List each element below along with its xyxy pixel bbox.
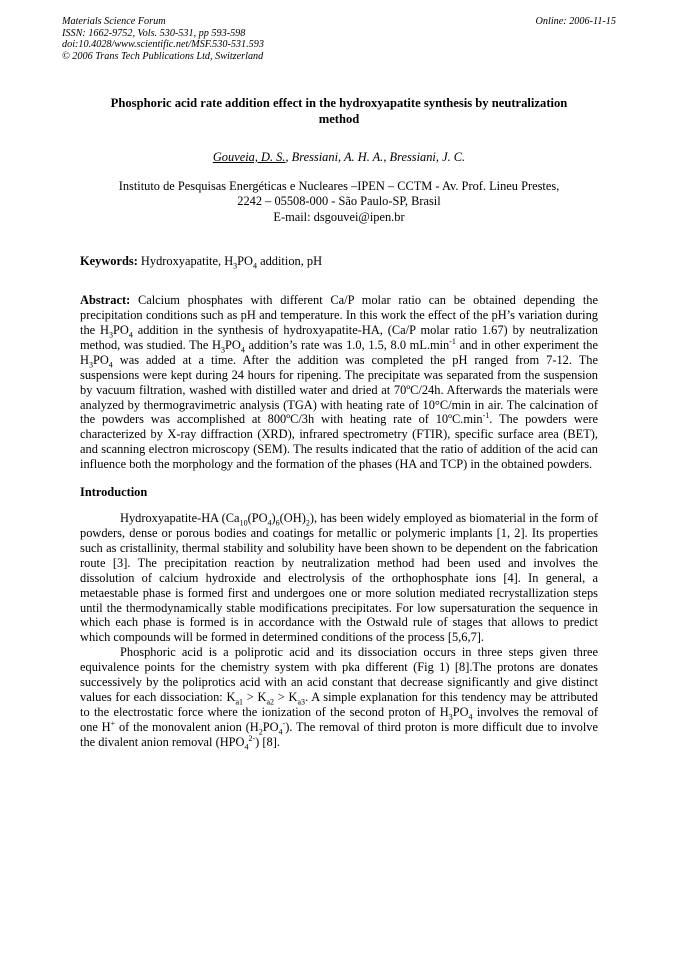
subscript: 4	[278, 727, 283, 737]
paragraph-text: PO	[262, 719, 279, 734]
abstract-text: . The powders were characterized by X-ray diffraction (XRD), infrared spectrometry (FTIR), specific surface area (BET), and scanning electron microscopy (SEM). The results indicated that the ratio of addition of the acid can influence both the morphology and the formation of the phases (HA and TCP) in the obtained powders.	[80, 412, 598, 472]
subscript: 3	[109, 330, 113, 340]
subscript: 6	[275, 518, 280, 528]
paragraph-text: ), has been widely employed as biomaterial in the form of powders, dense or porous bodies and coatings for metallic or polymeric implants [1, 2]. Its properties such as cristallinity, thermal stability and solubility have been shown to be dependent on the fabrication route [3]. The precipitation reaction by neutralization method had been used and involves the dissolution of calcium hydroxide and electrolysis of the orthophosphate ions [4]. In general, a metaestable phase is formed first and undergoes one or more solution mediated recrystallization steps until the thermodynamically stable modifications precipitates. For low supersaturation the sequence in which each phase is formed is in accordance with the Ostwald rule of stages that allows to predict which compounds will be formed in determined conditions of the process [5,6,7].	[80, 511, 598, 645]
keywords-text: Hydroxyapatite, H	[137, 254, 234, 269]
abstract-text: PO	[92, 352, 109, 367]
paragraph-text: . A simple explanation for this tendency may be attributed to the electrostatic force where the ionization of the second proton of H	[80, 689, 599, 719]
copyright-line: © 2006 Trans Tech Publications Ltd, Switzerland	[62, 50, 264, 62]
author-email: E-mail: dsgouvei@ipen.br	[273, 209, 405, 224]
subscript: a3	[297, 697, 306, 707]
subscript: 2	[258, 727, 263, 737]
paragraph-text: )	[271, 511, 276, 526]
subscript: 4	[468, 712, 473, 722]
doi-line: doi:10.4028/www.scientific.net/MSF.530-531.593	[62, 39, 264, 51]
first-author: Gouveia, D. S.	[212, 150, 286, 164]
other-authors: , Bressiani, A. H. A., Bressiani, J. C.	[285, 150, 466, 164]
abstract-label: Abstract:	[80, 293, 131, 308]
subscript: a2	[266, 697, 275, 707]
abstract-text: PO	[113, 323, 129, 338]
subscript: 4	[253, 261, 257, 271]
superscript: 2-	[248, 733, 256, 743]
affiliation	[80, 179, 598, 225]
paragraph-text: Hydroxyapatite-HA (Ca	[120, 511, 240, 526]
subscript: 2	[305, 518, 310, 528]
subscript: 3	[448, 712, 453, 722]
abstract-text: and in other experiment the H	[80, 337, 598, 367]
issn-line: ISSN: 1662-9752, Vols. 530-531, pp 593-598	[62, 27, 246, 39]
affiliation-line-1: Instituto de Pesquisas Energéticas e Nucleares –IPEN – CCTM - Av. Prof. Lineu Prestes,	[118, 179, 560, 193]
introduction-paragraph-2	[80, 645, 599, 752]
paragraph-text: of the monovalent anion (H	[115, 719, 259, 734]
abstract-text: PO	[224, 337, 241, 352]
paragraph-text: involves the removal of one H	[80, 704, 598, 734]
superscript: -1	[482, 411, 490, 421]
introduction-heading: Introduction	[80, 485, 148, 500]
paragraph-text: > K	[274, 689, 298, 704]
keywords	[80, 254, 598, 269]
superscript: +	[110, 718, 116, 728]
paragraph-text: (PO	[247, 511, 268, 526]
affiliation-line-2: 2242 – 05508-000 - São Paulo-SP, Brasil	[237, 194, 441, 209]
subscript: 4	[244, 742, 249, 752]
subscript: a1	[235, 697, 243, 707]
subscript: 4	[108, 360, 113, 370]
paragraph-text: > K	[243, 689, 267, 704]
abstract-text: addition’s rate was 1.0, 1.5, 8.0 mL.min	[244, 337, 450, 352]
subscript: 3	[220, 345, 225, 355]
abstract-text: addition in the synthesis of hydroxyapatite-HA, (Ca/P molar ratio 1.67) by neutralization method, was studied. The H	[80, 323, 598, 352]
paragraph-text: Phosphoric acid is a poliprotic acid and its dissociation occurs in three steps given three equivalence points for the chemistry system with pka different (Fig 1) [8].The protons are donates successively by the poliprotics acid with an acid constant that decrease significantly and give distinct values for each dissociation: K	[80, 645, 598, 704]
subscript: 4	[267, 518, 272, 528]
subscript: 3	[88, 360, 93, 370]
paragraph-text: (OH)	[279, 511, 306, 526]
keywords-label: Keywords:	[80, 254, 138, 269]
subscript: 3	[233, 261, 238, 271]
abstract-text: was added at a time. After the addition was completed the pH ranged from 7-12. The suspensions were kept during 24 hours for ripening. The precipitate was separated from the suspension by vacuum filtration, washed with distilled water and dried at 70ºC/24h. Afterwards the materials were analyzed by thermogravimetric analysis (TGA) with heating rate of 10°C/min in air. The calcination of the powders was accomplished at 800ºC/3h with heating rate of 10ºC.min	[80, 352, 598, 427]
superscript: -	[282, 718, 286, 728]
journal-name: Materials Science Forum	[62, 16, 166, 27]
introduction-paragraph-1	[80, 511, 598, 645]
subscript: 4	[240, 345, 245, 355]
journal-header	[62, 16, 264, 62]
paper-title: Phosphoric acid rate addition effect in the hydroxyapatite synthesis by neutralization method	[110, 96, 568, 126]
paragraph-text: ). The removal of third proton is more difficult due to involve the divalent anion removal (HPO	[80, 719, 598, 749]
keywords-text: addition, pH	[257, 254, 323, 269]
subscript: 4	[128, 330, 133, 340]
author-list	[80, 150, 598, 165]
keywords-text: PO	[237, 254, 253, 269]
online-date: Online: 2006-11-15	[535, 16, 616, 27]
superscript: -1	[449, 336, 456, 346]
subscript: 10	[239, 518, 248, 528]
abstract	[80, 293, 598, 472]
abstract-text: Calcium phosphates with different Ca/P molar ratio can be obtained depending the precipitation conditions such as pH and temperature. In this work the effect of the pH’s variation during the H	[80, 293, 598, 338]
paper-body	[80, 95, 598, 750]
paragraph-text: PO	[452, 704, 469, 719]
paragraph-text: ) [8].	[255, 734, 280, 749]
